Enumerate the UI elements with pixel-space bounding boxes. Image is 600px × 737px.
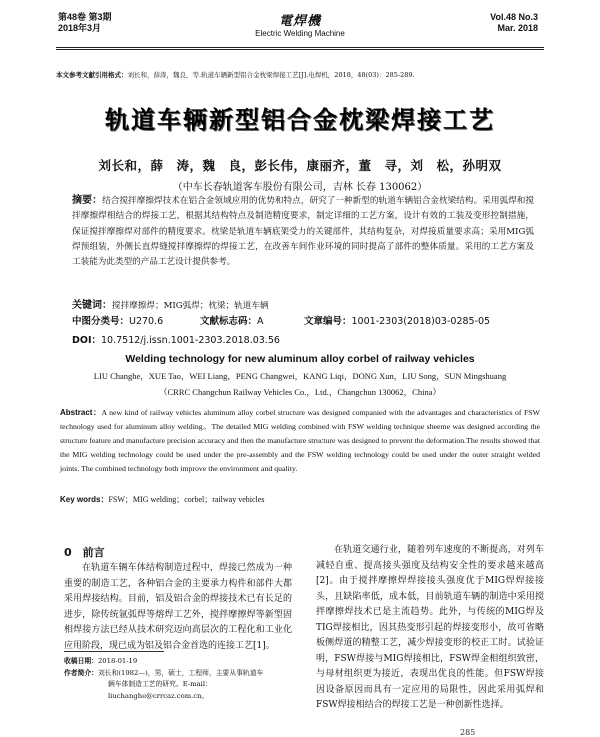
keywords-en [60, 494, 264, 505]
clc-label: 中图分类号： [72, 316, 130, 327]
doc-label: 文献标志码： [200, 316, 258, 327]
article-label: 文章编号： [304, 316, 352, 327]
volume-issue-en: Vol.48 No.3 [490, 12, 538, 22]
received-value: 2018-01-19 [97, 657, 138, 665]
abstract-text: 结合搅拌摩擦焊技术在铝合金领域应用的优势和特点，研究了一种新型的轨道车辆铝合金枕梁结构。采用弧焊和搅拌摩擦焊相结合的焊接工艺，根据其结构特点及制造精度要求，制定详细的工艺方案，设计有效的工装及变形控制措施，保证搅拌摩擦焊对部件的精度要求。枕梁是轨道车辆底架受力的关键部件，其结构复杂，对焊接质量要求高；采用MIG弧焊预组装，外侧长直焊缝搅拌摩擦焊的焊接工艺，在改善车间作业环境的同时提高了部件的整体质量。采用的工艺方案及工装能为此类型的产品工艺设计提供参考。 [72, 196, 534, 268]
citation-line [56, 70, 546, 79]
date-cn: 2018年3月 [58, 23, 102, 33]
received-date [64, 656, 296, 668]
abstract-en-label: Abstract： [60, 408, 102, 417]
paper-title: 轨道车辆新型铝合金枕梁焊接工艺 [105, 106, 495, 134]
author-bio-label: 作者简介： [64, 668, 98, 677]
doi-line [72, 332, 280, 346]
english-title: Welding technology for new aluminum alloy corbel of railway vehicles [125, 353, 475, 365]
keywords-en-label: Key words： [60, 495, 109, 504]
article-value: 1001-2303(2018)03-0285-05 [351, 316, 491, 327]
author-bio-text-2: 辆车体制造工艺的研究。E-mail：liuchanghe@crrcaz.com.cn。 [108, 680, 212, 700]
clc-value: U270.6 [129, 316, 164, 327]
keywords-text: 搅拌摩擦焊；MIG弧焊；枕梁；轨道车辆 [112, 301, 269, 311]
author-bio [64, 668, 296, 680]
abstract-label: 摘要： [72, 195, 103, 206]
keywords-label: 关键词： [72, 300, 112, 311]
abstract-en-text: A new kind of railway vehicles aluminum alloy corbel structure was designed companied with the advantages and characteristics of FSW technology used for aluminum alloy welding。The detailed MIG welding combined with FSW welding technique sheeme was designed according the structure feature and manufacture precision accuracy and then the manufacture structure was designed to prevent the deformation.The results showed that the MIG welding technology could be used under the pre-assembly and the FSW welding technology could be used under the outer straight welded joints. The combined technology both improve the environment and quality. [60, 408, 540, 473]
footnote-rule [64, 651, 164, 652]
date-en: Mar. 2018 [497, 23, 538, 33]
keywords-cn [72, 296, 269, 311]
keywords-en-text: FSW；MIG welding；corbel；railway vehicles [108, 495, 265, 504]
header-rule [56, 47, 544, 48]
page-number: 285 [460, 728, 476, 737]
citation-label: 本文参考文献引用格式： [56, 71, 128, 79]
article-number [304, 313, 490, 327]
doc-value: A [257, 316, 264, 327]
document-code [200, 313, 264, 327]
abstract-en [60, 406, 540, 476]
header-right [490, 12, 538, 34]
journal-logo-cn: 電焊機 [278, 14, 321, 29]
received-label: 收稿日期： [64, 657, 98, 665]
clc-number [72, 313, 163, 327]
body-column-right: 在轨道交通行业，随着列车速度的不断提高，对列车减轻自重、提高接头强度及结构安全性的要求越来越高[2]。由于搅拌摩擦焊焊接接头强度优于MIG焊焊接接头，且缺陷率低，成本低，目前轨道车辆的制造中采用搅拌摩擦焊技术已是主流趋势。此外，与传统的MIG焊及TIG焊接相比，因其热变形引起的焊接变形小，故可省略板侧焊道的精整工艺，减少焊接变形的校正工时。试验证明，FSW焊接与MIG焊接相比，FSW焊金相组织致密，与母材组织更为接近，表现出优良的性能。但FSW焊接因设备原因而具有一定应用的局限性，因此采用弧焊和FSW焊接相结合的焊接工艺是一种创新性选择。 [316, 545, 544, 710]
journal-name-en: Electric Welding Machine [255, 29, 345, 38]
english-authors: LIU Changhe，XUE Tao，WEI Liang，PENG Changwei，KANG Liqi，DONG Xun，LIU Song，SUN Mingshuang [93, 371, 507, 381]
author-bio-text: 刘长和(1982—)，男，硕士，工程师，主要从事轨道车 [97, 668, 264, 677]
doi-value: 10.7512/j.issn.1001-2303.2018.03.56 [101, 335, 280, 346]
body-column-left: 在轨道车辆车体结构制造过程中，焊接已然成为一种重要的制造工艺，各种铝合金的主要承力构件和部件大都采用焊接结构。目前，铝及铝合金的焊接技术已有长足的进步，除传统氩弧焊等熔焊工艺外，搅拌摩擦焊等新型固相焊接方法已经从技术研究迈向高层次的工程化和工业化应用阶段，现已成为铝及铝合金首选的连接工艺[1]。 [64, 563, 292, 651]
citation-text: 刘长和，薛涛，魏良，等.轨道车辆新型铝合金枕梁焊接工艺[J].电焊机，2018，48(03)：285-289. [127, 71, 415, 79]
section-heading-intro: 0 前言 [64, 546, 105, 559]
abstract-cn [72, 193, 534, 270]
english-affiliation: （CRRC Changchun Railway Vehicles Co.，Ltd.，Changchun 130062，China） [159, 387, 441, 397]
affiliation: （中车长春轨道客车股份有限公司，吉林 长春 130062） [172, 182, 428, 193]
volume-issue-cn: 第48卷 第3期 [58, 12, 112, 22]
footnote [64, 656, 296, 702]
header-rule-2 [56, 49, 544, 50]
author-list: 刘长和，薛 涛，魏 良，彭长伟，康丽齐，董 寻，刘 松，孙明双 [98, 158, 502, 173]
doi-label: DOI： [72, 335, 101, 346]
